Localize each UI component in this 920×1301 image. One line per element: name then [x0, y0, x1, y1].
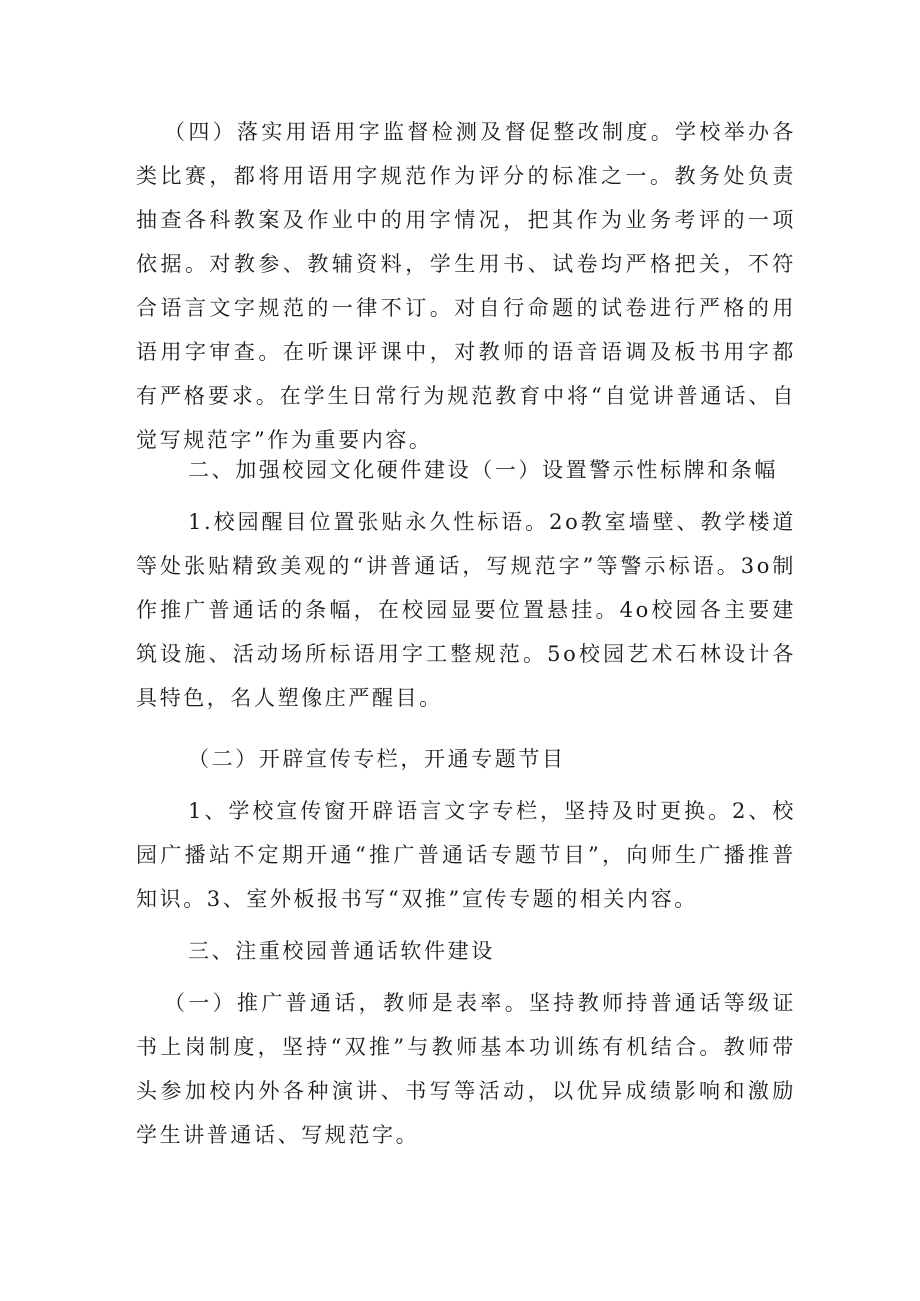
- heading-campus-software: 三、注重校园普通话软件建设: [188, 939, 495, 963]
- paragraph-teachers: （一）推广普通话，教师是表率。坚持教师持普通话等级证书上岗制度，坚持“双推”与教师基本功训练有机结合。教师带头参加校内外各种演讲、书写等活动，以优异成绩影响和激励学生讲普通话、写规范字。: [136, 991, 796, 1147]
- paragraph-supervision: （四）落实用语用字监督检测及督促整改制度。学校举办各类比赛，都将用语用字规范作为评分的标准之一。教务处负责抽查各科教案及作业中的用字情况，把其作为业务考评的一项依据。对教参、教辅资料，学生用书、试卷均严格把关，不符合语言文字规范的一律不订。对自行命题的试卷进行严格的用语用字审查。在听课评课中，对教师的语音语调及板书用字都有严格要求。在学生日常行为规范教育中将“自觉讲普通话、自觉写规范字”作为重要内容。: [136, 120, 796, 452]
- heading-campus-hardware: 二、加强校园文化硬件建设（一）设置警示性标牌和条幅: [188, 458, 778, 482]
- paragraph-slogans: 1.校园醒目位置张贴永久性标语。2o教室墙壁、教学楼道等处张贴精致美观的“讲普通话，写规范字”等警示标语。3o制作推广普通话的条幅，在校园显要位置悬挂。4o校园各主要建筑设施、活动场所标语用字工整规范。5o校园艺术石林设计各具特色，名人塑像庄严醒目。: [136, 510, 796, 710]
- heading-publicity-columns: （二）开辟宣传专栏，开通专题节目: [188, 747, 566, 771]
- paragraph-publicity: 1、学校宣传窗开辟语言文字专栏，坚持及时更换。2、校园广播站不定期开通“推广普通话专题节目”，向师生广播推普知识。3、室外板报书写“双推”宣传专题的相关内容。: [136, 799, 796, 911]
